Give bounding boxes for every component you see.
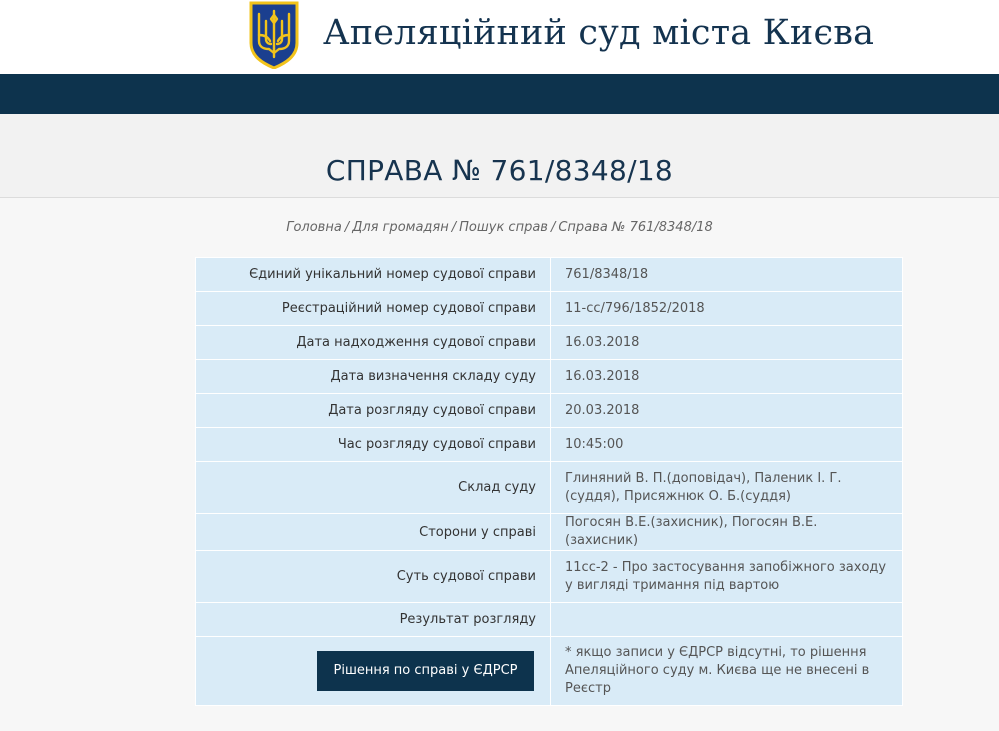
table-row	[196, 428, 903, 462]
table-row	[196, 258, 903, 292]
table-row	[196, 292, 903, 326]
table-row	[196, 326, 903, 360]
breadcrumb-current-case: Справа № 761/8348/18	[558, 220, 713, 235]
row-label-registration-number: Реєстраційний номер судової справи	[196, 292, 551, 326]
page-title: СПРАВА № 761/8348/18	[325, 154, 674, 187]
row-label-composition-date: Дата визначення складу суду	[196, 360, 551, 394]
row-value-receipt-date: 16.03.2018	[551, 326, 903, 360]
case-details-table	[195, 257, 903, 706]
breadcrumb	[0, 220, 999, 235]
row-label-receipt-date: Дата надходження судової справи	[196, 326, 551, 360]
row-value-court-composition: Глиняний В. П.(доповідач), Паленик І. Г.(суддя), Присяжнюк О. Б.(суддя)	[551, 462, 903, 514]
breadcrumb-separator: /	[344, 220, 350, 235]
row-label-case-essence: Суть судової справи	[196, 551, 551, 603]
ukraine-trident-coat-of-arms-icon[interactable]	[248, 1, 300, 69]
table-row	[196, 462, 903, 514]
row-value-composition-date: 16.03.2018	[551, 360, 903, 394]
row-label-parties: Сторони у справі	[196, 514, 551, 551]
row-label-result: Результат розгляду	[196, 603, 551, 637]
row-value-hearing-date: 20.03.2018	[551, 394, 903, 428]
row-value-result	[551, 603, 903, 637]
table-row	[196, 514, 903, 551]
breadcrumb-case-search-link[interactable]: Пошук справ	[459, 220, 548, 235]
site-title[interactable]: Апеляційний суд міста Києва	[323, 13, 875, 53]
main-content	[0, 198, 999, 731]
table-row	[196, 637, 903, 706]
breadcrumb-home-link[interactable]: Головна	[286, 220, 342, 235]
edrsr-button-cell	[196, 637, 551, 706]
row-value-registration-number: 11-сс/796/1852/2018	[551, 292, 903, 326]
table-row	[196, 360, 903, 394]
edrsr-note: * якщо записи у ЄДРСР відсутні, то рішення Апеляційного суду м. Києва ще не внесені в Реєстр	[551, 637, 903, 706]
table-row	[196, 551, 903, 603]
breadcrumb-citizens-link[interactable]: Для громадян	[352, 220, 449, 235]
table-row	[196, 394, 903, 428]
main-navbar	[0, 74, 999, 114]
table-row	[196, 603, 903, 637]
site-header	[0, 0, 999, 74]
row-label-court-composition: Склад суду	[196, 462, 551, 514]
row-value-hearing-time: 10:45:00	[551, 428, 903, 462]
row-value-case-essence: 11сс-2 - Про застосування запобіжного заходу у вигляді тримання під вартою	[551, 551, 903, 603]
row-label-hearing-time: Час розгляду судової справи	[196, 428, 551, 462]
row-value-parties: Погосян В.Е.(захисник), Погосян В.Е.(захисник)	[551, 514, 903, 551]
breadcrumb-separator: /	[550, 220, 556, 235]
breadcrumb-separator: /	[451, 220, 457, 235]
row-label-unique-number: Єдиний унікальний номер судової справи	[196, 258, 551, 292]
edrsr-decision-button[interactable]: Рішення по справі у ЄДРСР	[317, 651, 534, 691]
row-label-hearing-date: Дата розгляду судової справи	[196, 394, 551, 428]
row-value-unique-number: 761/8348/18	[551, 258, 903, 292]
title-band	[0, 114, 999, 198]
